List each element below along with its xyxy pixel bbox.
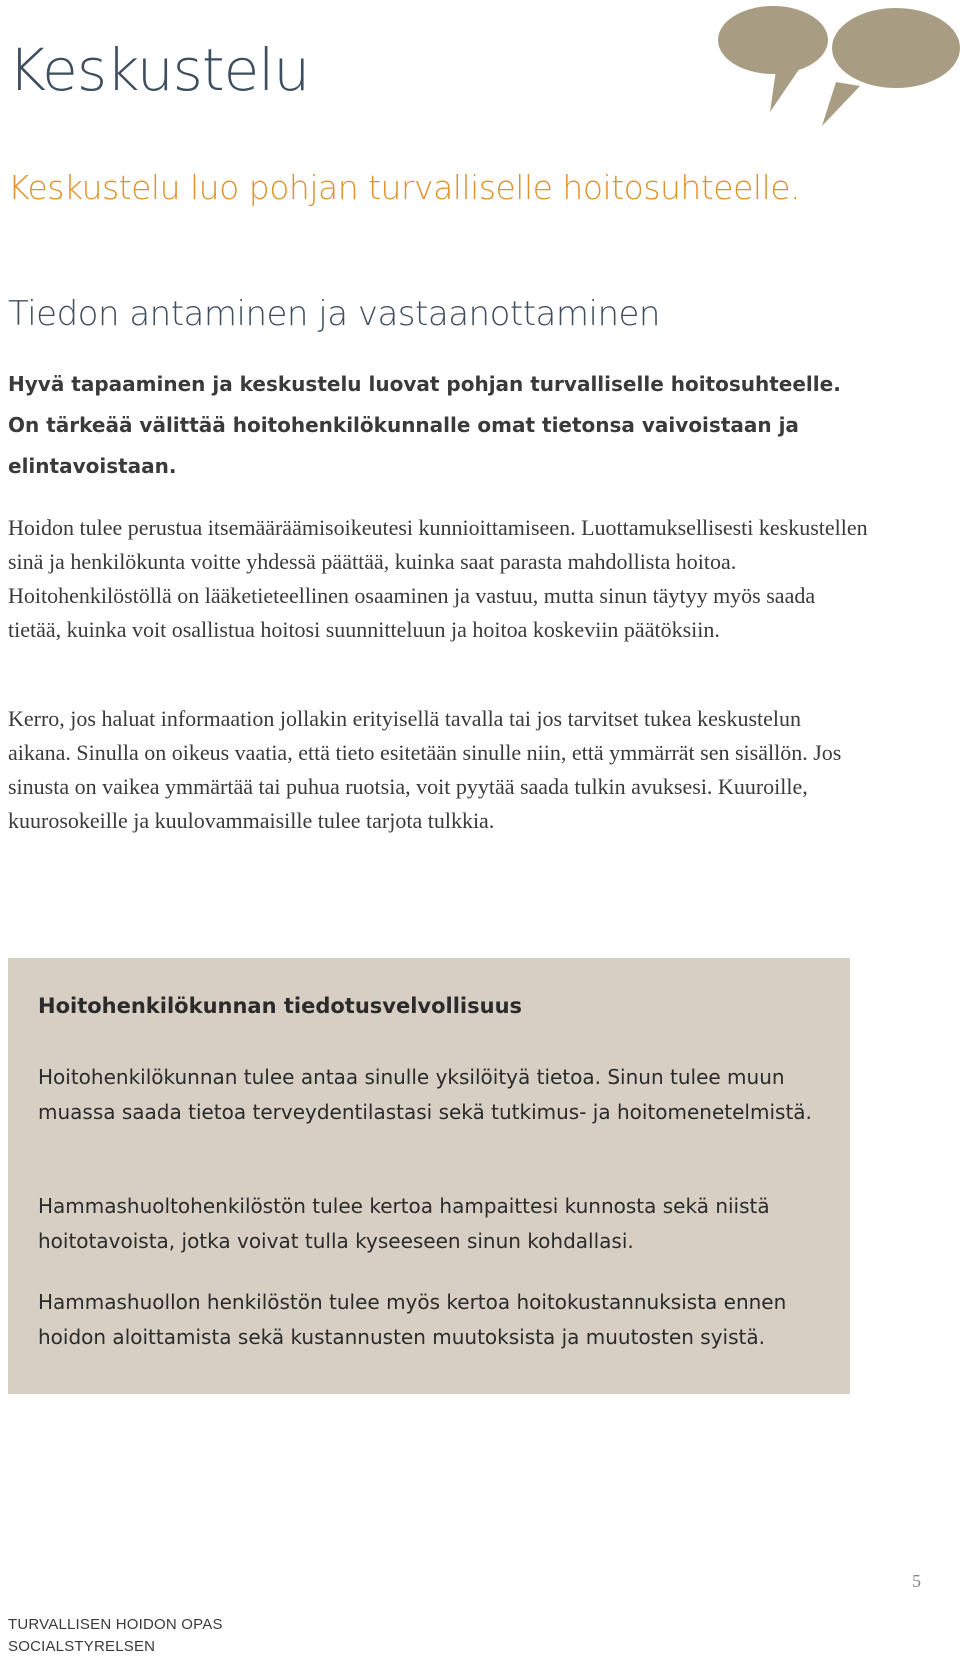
- lead-text: Keskustelu luo pohjan turvalliselle hoitosuhteelle.: [8, 168, 801, 207]
- speech-bubbles-icon: [718, 0, 960, 128]
- page-number: 5: [912, 1571, 921, 1591]
- body-paragraph-2: Kerro, jos haluat informaation jollakin erityisellä tavalla tai jos tarvitset tukea keskustelun aikana. Sinulla on oikeus vaatia, että tieto esitetään sinulle niin, että ymmärrät sen sisällön. Jos sinusta on vaikea ymmärtää tai puhua ruotsia, voit pyytää saada tulkin avuksesi. Kuuroille, kuurosokeille ja kuulovammaisille tulee tarjota tulkkia.: [8, 706, 842, 833]
- intro-paragraph: Hyvä tapaaminen ja keskustelu luovat pohjan turvalliselle hoitosuhteelle. On tärkeää välittää hoitohenkilökunnalle omat tietonsa vaivoistaan ja elintavoistaan.: [8, 372, 841, 478]
- info-box-paragraph-3: Hammashuollon henkilöstön tulee myös kertoa hoitokustannuksista ennen hoidon aloittamista sekä kustannusten muutoksista ja muutosten syistä.: [38, 1290, 787, 1349]
- footer: [8, 1614, 223, 1658]
- section-heading: Tiedon antaminen ja vastaanottaminen: [8, 294, 660, 334]
- page-title: Keskustelu: [8, 36, 310, 104]
- info-box-paragraph-1: Hoitohenkilökunnan tulee antaa sinulle yksilöityä tietoa. Sinun tulee muun muassa saada tietoa terveydentilastasi sekä tutkimus- ja hoitomenetelmistä.: [38, 1065, 812, 1124]
- info-box: [8, 958, 850, 1394]
- body-paragraph-1: Hoidon tulee perustua itsemääräämisoikeutesi kunnioittamiseen. Luottamuksellisesti keskustellen sinä ja henkilökunta voitte yhdessä päättää, kuinka saat parasta mahdollista hoitoa. Hoitohenkilöstöllä on lääketieteellinen osaaminen ja vastuu, mutta sinun täytyy myös saada tietää, kuinka voit osallistua hoitosi suunnitteluun ja hoitoa koskeviin päätöksiin.: [8, 515, 868, 642]
- footer-publisher: SOCIALSTYRELSEN: [8, 1638, 156, 1655]
- info-box-paragraph-2: Hammashuoltohenkilöstön tulee kertoa hampaittesi kunnosta sekä niistä hoitotavoista, jotka voivat tulla kyseeseen sinun kohdallasi.: [38, 1194, 770, 1253]
- info-box-title: Hoitohenkilökunnan tiedotusvelvollisuus: [38, 994, 523, 1018]
- footer-publication-title: TURVALLISEN HOIDON OPAS: [8, 1616, 223, 1633]
